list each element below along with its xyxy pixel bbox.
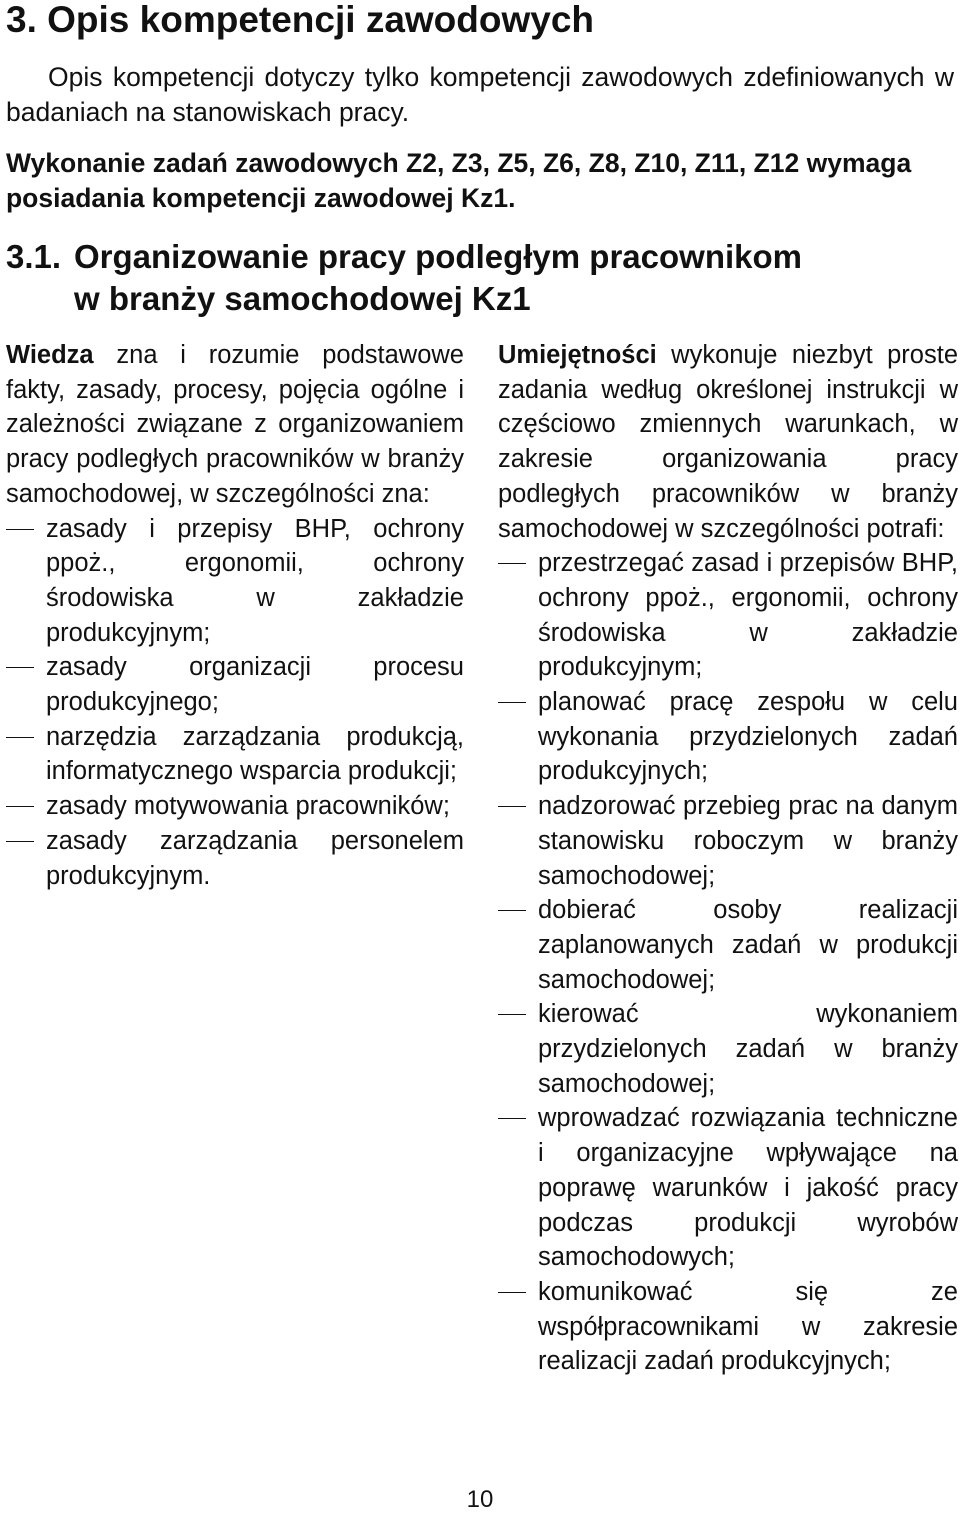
knowledge-label: Wiedza (6, 341, 94, 369)
knowledge-list (6, 512, 464, 894)
section-heading (6, 236, 802, 320)
section-number: 3.1. (6, 238, 62, 275)
list-item: zasady zarządzania personelem produkcyjnym. (6, 824, 464, 893)
list-item: nadzorować przebieg prac na danym stanowisku roboczym w branży samochodowej; (498, 789, 958, 893)
requirement-paragraph: Wykonanie zadań zawodowych Z2, Z3, Z5, Z6, Z8, Z10, Z11, Z12 wymaga posiadania kompetencji zawodowej Kz1. (6, 148, 912, 213)
page-number: 10 (466, 1486, 494, 1513)
list-item: kierować wykonaniem przydzielonych zadań w branży samochodowej; (498, 997, 958, 1101)
knowledge-intro-text: zna i rozumie podstawowe fakty, zasady, procesy, pojęcia ogólne i zależności związane z organizowaniem pracy podległych pracowników w branży samochodowej, w szczególności zna: (6, 341, 464, 508)
list-item: zasady motywowania pracowników; (6, 789, 464, 824)
knowledge-intro (6, 338, 464, 512)
list-item: przestrzegać zasad i przepisów BHP, ochrony ppoż., ergonomii, ochrony środowiska w zakładzie produkcyjnym; (498, 546, 958, 685)
knowledge-column (6, 338, 464, 893)
intro-paragraph: Opis kompetencji dotyczy tylko kompetencji zawodowych zdefiniowanych w badaniach na stanowiskach pracy. (6, 62, 954, 127)
page-heading: 3. Opis kompetencji zawodowych (6, 0, 595, 40)
list-item: dobierać osoby realizacji zaplanowanych zadań w produkcji samochodowej; (498, 893, 958, 997)
skills-intro (498, 338, 958, 546)
list-item: komunikować się ze współpracownikami w zakresie realizacji zadań produkcyjnych; (498, 1275, 958, 1379)
skills-label: Umiejętności (498, 341, 657, 369)
list-item: planować pracę zespołu w celu wykonania przydzielonych zadań produkcyjnych; (498, 685, 958, 789)
list-item: narzędzia zarządzania produkcją, informatycznego wsparcia produkcji; (6, 720, 464, 789)
list-item: zasady organizacji procesu produkcyjnego; (6, 650, 464, 719)
skills-column (498, 338, 958, 1379)
section-title-line2: w branży samochodowej Kz1 (74, 280, 531, 317)
list-item: zasady i przepisy BHP, ochrony ppoż., ergonomii, ochrony środowiska w zakładzie produkcyjnym; (6, 512, 464, 651)
section-title-line1: Organizowanie pracy podległym pracownikom (74, 238, 802, 275)
list-item: wprowadzać rozwiązania techniczne i organizacyjne wpływające na poprawę warunków i jakość pracy podczas produkcji wyrobów samochodowych; (498, 1101, 958, 1275)
skills-list (498, 546, 958, 1379)
skills-intro-text: wykonuje niezbyt proste zadania według określonej instrukcji w częściowo zmiennych warunkach, w zakresie organizowania pracy podległych pracowników w branży samochodowej w szczególności potrafi: (498, 341, 958, 543)
